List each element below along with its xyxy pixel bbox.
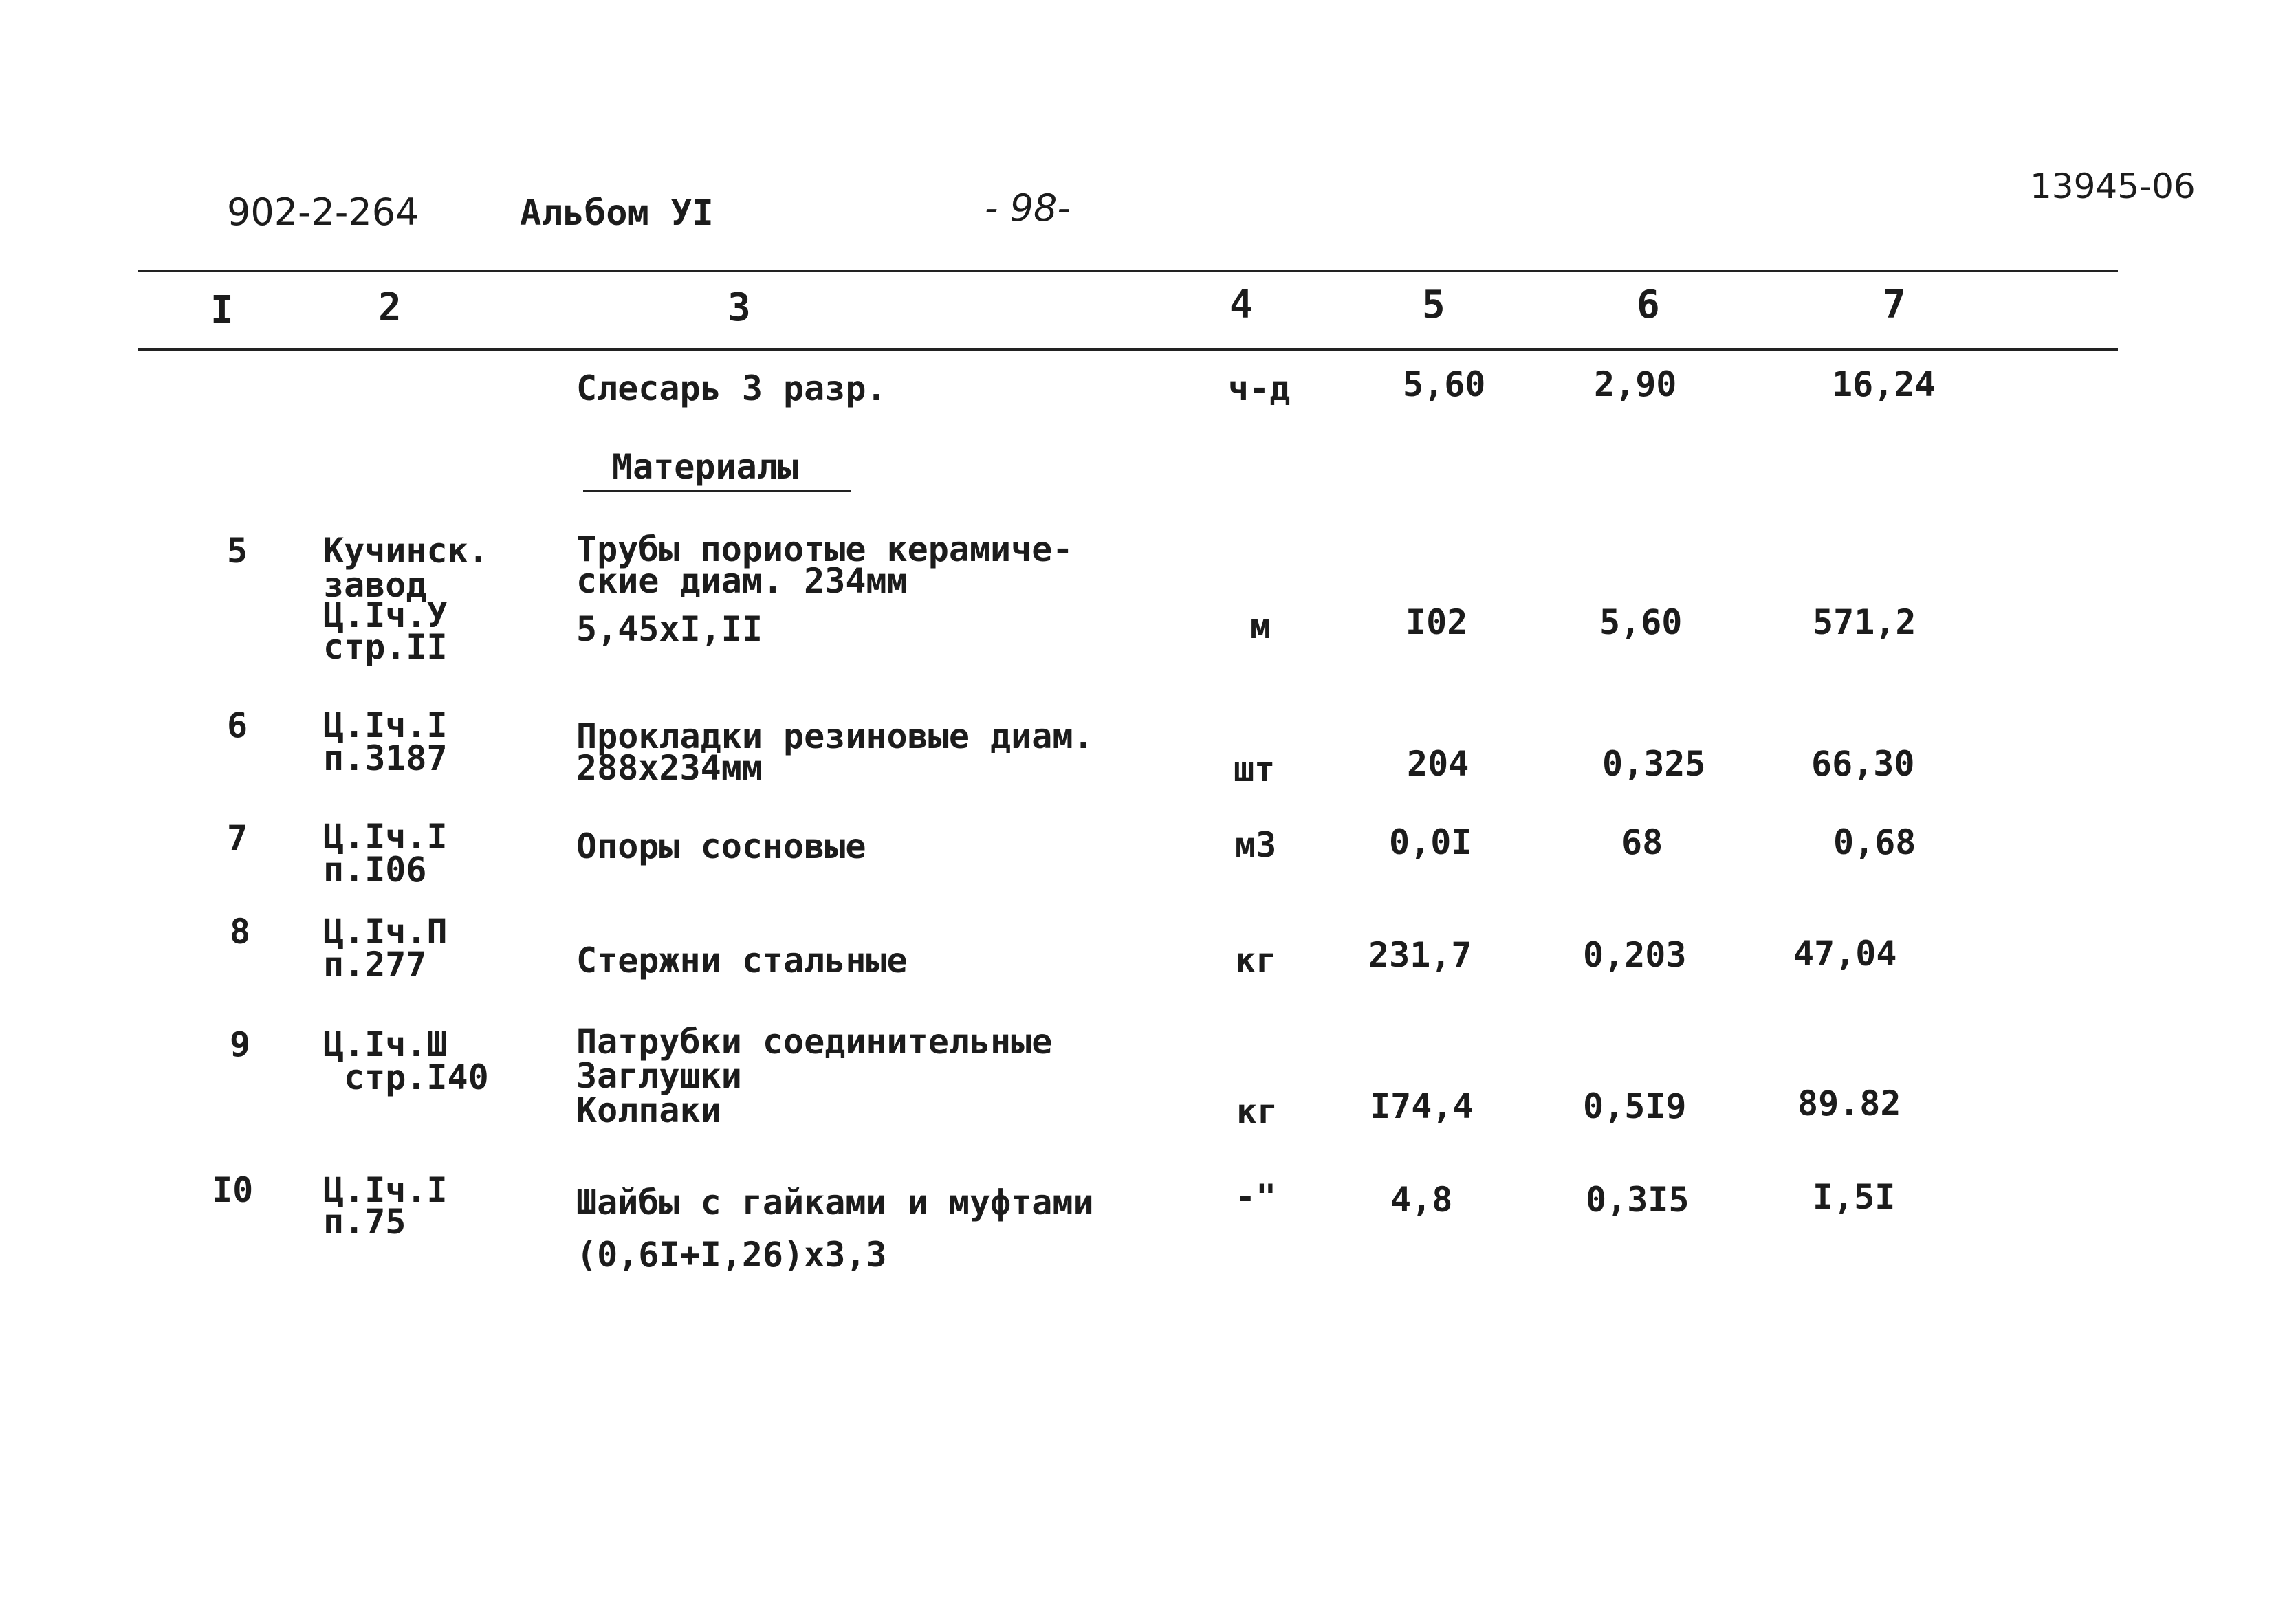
row-qty: 4,8 xyxy=(1390,1180,1453,1220)
row-number: 5 xyxy=(227,531,248,571)
row-price: 5,60 xyxy=(1599,602,1683,642)
row-qty: 0,0I xyxy=(1389,822,1472,862)
row-number: 8 xyxy=(230,912,251,952)
row-number: 7 xyxy=(227,818,248,858)
column-header-5: 5 xyxy=(1422,283,1445,327)
row-source: стр.I40 xyxy=(344,1057,489,1097)
row-unit: кг xyxy=(1236,1092,1278,1132)
section-heading-underline xyxy=(583,490,851,492)
row-source: Ц.Iч.У xyxy=(323,595,448,635)
row-description: Слесарь 3 разр. xyxy=(576,369,887,408)
row-total: 66,30 xyxy=(1811,744,1915,784)
row-total: 47,04 xyxy=(1793,934,1897,974)
column-header-2: 2 xyxy=(378,285,402,330)
row-unit: м xyxy=(1250,606,1271,646)
row-qty: 204 xyxy=(1407,744,1469,784)
table-top-rule xyxy=(138,270,2118,272)
column-header-7: 7 xyxy=(1883,283,1906,327)
row-number: I0 xyxy=(212,1170,254,1210)
row-source: завод xyxy=(323,565,427,605)
row-source: п.I06 xyxy=(323,850,427,890)
row-description: ские диам. 234мм xyxy=(576,561,908,601)
row-unit: кг xyxy=(1235,941,1277,980)
row-total: 89.82 xyxy=(1797,1084,1901,1123)
row-description: Колпаки xyxy=(576,1090,721,1130)
column-header-4: 4 xyxy=(1229,283,1253,327)
row-source: п.277 xyxy=(323,945,427,985)
row-description: 5,45хI,II xyxy=(576,609,763,649)
row-total: I,5I xyxy=(1813,1177,1896,1217)
row-price: 0,3I5 xyxy=(1586,1180,1690,1220)
row-price: 0,325 xyxy=(1602,744,1706,784)
row-source: стр.II xyxy=(323,627,448,667)
row-price: 0,203 xyxy=(1583,935,1687,975)
row-description: Стержни стальные xyxy=(576,941,908,980)
row-total: 571,2 xyxy=(1813,602,1916,642)
row-total: 0,68 xyxy=(1833,822,1916,862)
album-label: Альбом УI xyxy=(520,193,714,234)
page-number: - 98- xyxy=(985,186,1071,230)
row-source: Ц.Iч.П xyxy=(323,912,448,952)
row-number: 9 xyxy=(230,1024,251,1064)
archive-stamp: 13945-06 xyxy=(2030,166,2196,206)
row-source: п.3187 xyxy=(323,738,448,778)
row-description: Патрубки соединительные xyxy=(576,1022,1053,1062)
row-source: п.75 xyxy=(323,1202,406,1242)
row-source: Ц.Iч.I xyxy=(323,1170,448,1210)
column-header-6: 6 xyxy=(1637,283,1660,327)
row-price: 68 xyxy=(1621,822,1663,862)
row-description: Прокладки резиновые диам. xyxy=(576,716,1094,756)
row-source: Ц.Iч.I xyxy=(323,817,448,857)
row-description: 288х234мм xyxy=(576,748,763,788)
table-header-rule xyxy=(138,348,2118,351)
row-description: Опоры сосновые xyxy=(576,826,866,866)
row-price: 0,5I9 xyxy=(1583,1086,1687,1126)
row-number: 6 xyxy=(227,705,248,745)
row-description: Трубы пориотые керамиче- xyxy=(576,529,1073,569)
column-header-3: 3 xyxy=(728,285,751,330)
row-description: Шайбы с гайками и муфтами xyxy=(576,1183,1094,1222)
document-code: 902-2-264 xyxy=(227,190,419,234)
row-price: 2,90 xyxy=(1594,364,1677,404)
row-qty: 5,60 xyxy=(1403,364,1486,404)
row-unit: шт xyxy=(1234,749,1276,789)
row-unit: ч-д xyxy=(1228,369,1291,408)
section-heading: Материалы xyxy=(612,447,798,487)
row-source: Ц.Iч.I xyxy=(323,705,448,745)
row-qty: I02 xyxy=(1406,602,1468,642)
column-header-1: I xyxy=(210,288,234,333)
row-description: (0,6I+I,26)х3,3 xyxy=(576,1235,887,1275)
row-unit: м3 xyxy=(1235,825,1277,865)
row-total: 16,24 xyxy=(1832,364,1936,404)
row-description: Заглушки xyxy=(576,1056,742,1096)
row-unit: -" xyxy=(1235,1177,1277,1217)
row-source: Ц.Iч.Ш xyxy=(323,1024,448,1064)
row-qty: 231,7 xyxy=(1368,935,1472,975)
row-qty: I74,4 xyxy=(1370,1086,1474,1126)
row-source: Кучинск. xyxy=(323,531,489,571)
